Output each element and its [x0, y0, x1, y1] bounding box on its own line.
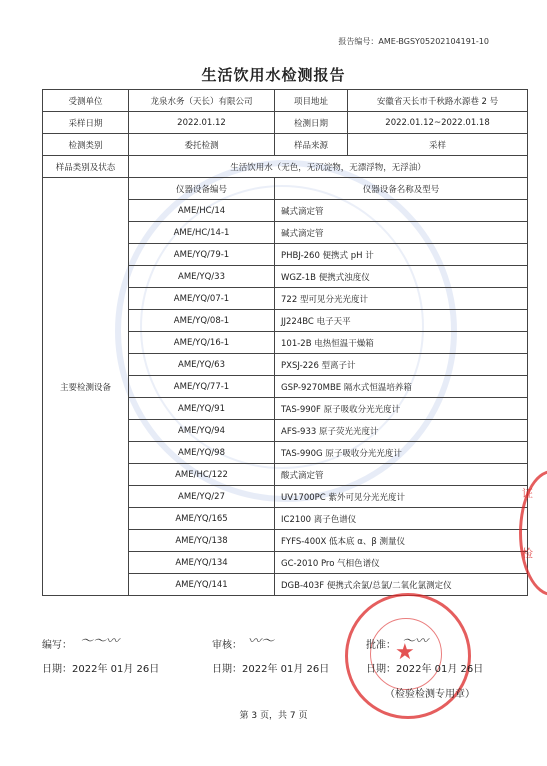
equipment-name: UV1700PC 紫外可见分光光度计 — [275, 486, 528, 508]
sample-date-label: 采样日期 — [43, 112, 129, 134]
equipment-id: AME/YQ/07-1 — [129, 288, 275, 310]
equipment-name: 101-2B 电热恒温干燥箱 — [275, 332, 528, 354]
equipment-name: GSP-9270MBE 隔水式恒温培养箱 — [275, 376, 528, 398]
sample-label: 样品类别及状态 — [43, 156, 129, 178]
equipment-name: DGB-403F 便携式余氯/总氯/二氧化氯测定仪 — [275, 574, 528, 596]
equipment-id: AME/YQ/98 — [129, 442, 275, 464]
seal-star-icon: ★ — [395, 640, 415, 665]
equipment-id: AME/YQ/63 — [129, 354, 275, 376]
edge-stamp-glyph: 证 — [522, 487, 533, 500]
equipment-id: AME/YQ/08-1 — [129, 310, 275, 332]
equipment-id: AME/YQ/165 — [129, 508, 275, 530]
equipment-id: AME/YQ/16-1 — [129, 332, 275, 354]
approve-date: 日期：2022年 01月 26日 — [366, 664, 484, 675]
equipment-id: AME/HC/14 — [129, 200, 275, 222]
source-value: 采样 — [348, 134, 528, 156]
equipment-section-label: 主要检测设备 — [43, 178, 129, 596]
equipment-name: 碱式滴定管 — [275, 200, 528, 222]
sample-value: 生活饮用水（无色，无沉淀物，无漂浮物，无浮油） — [129, 156, 528, 178]
equipment-id: AME/YQ/138 — [129, 530, 275, 552]
equipment-name: PHBJ-260 便携式 pH 计 — [275, 244, 528, 266]
review-label: 审核： — [212, 640, 242, 651]
table-row — [43, 90, 528, 112]
equipment-id: AME/YQ/33 — [129, 266, 275, 288]
sample-date-value: 2022.01.12 — [129, 112, 275, 134]
equipment-id: AME/YQ/134 — [129, 552, 275, 574]
equipment-id: AME/HC/122 — [129, 464, 275, 486]
review-date: 日期：2022年 01月 26日 — [212, 664, 330, 675]
equipment-id-header: 仪器设备编号 — [129, 178, 275, 200]
equipment-name: IC2100 离子色谱仪 — [275, 508, 528, 530]
table-row — [43, 112, 528, 134]
equipment-id: AME/YQ/77-1 — [129, 376, 275, 398]
page-title: 生活饮用水检测报告 — [201, 66, 346, 84]
equipment-name: AFS-933 原子荧光光度计 — [275, 420, 528, 442]
equipment-name: GC-2010 Pro 气相色谱仪 — [275, 552, 528, 574]
equipment-id: AME/HC/14-1 — [129, 222, 275, 244]
report-table — [42, 89, 528, 596]
client-value: 龙泉水务（天长）有限公司 — [129, 90, 275, 112]
equipment-name: JJ224BC 电子天平 — [275, 310, 528, 332]
address-value: 安徽省天长市千秋路水源巷 2 号 — [348, 90, 528, 112]
test-date-label: 检测日期 — [275, 112, 348, 134]
equipment-name: PXSJ-226 型离子计 — [275, 354, 528, 376]
seal-caption: （检验检测专用章） — [385, 689, 475, 700]
equipment-header-row — [43, 178, 528, 200]
equipment-name: 722 型可见分光光度计 — [275, 288, 528, 310]
table-row — [43, 156, 528, 178]
client-label: 受测单位 — [43, 90, 129, 112]
edge-stamp-glyph: 检 — [522, 547, 533, 560]
approve-label: 批准： — [366, 640, 396, 651]
address-label: 项目地址 — [275, 90, 348, 112]
report-number: 报告编号：AME-BGSY05202104191-10 — [338, 37, 489, 46]
prepare-signature: 〜〜〰 — [80, 634, 120, 649]
equipment-id: AME/YQ/94 — [129, 420, 275, 442]
equipment-id: AME/YQ/79-1 — [129, 244, 275, 266]
equipment-id: AME/YQ/141 — [129, 574, 275, 596]
type-value: 委托检测 — [129, 134, 275, 156]
source-label: 样品来源 — [275, 134, 348, 156]
review-signature: 〰〜 — [248, 634, 275, 649]
prepare-date: 日期：2022年 01月 26日 — [42, 664, 160, 675]
page-number: 第 3 页，共 7 页 — [239, 711, 308, 721]
equipment-name: FYFS-400X 低本底 α、β 测量仪 — [275, 530, 528, 552]
type-label: 检测类别 — [43, 134, 129, 156]
equipment-name: TAS-990F 原子吸收分光光度计 — [275, 398, 528, 420]
equipment-name: WGZ-1B 便携式浊度仪 — [275, 266, 528, 288]
approve-signature: 〜〰 — [402, 634, 429, 649]
equipment-name-header: 仪器设备名称及型号 — [275, 178, 528, 200]
equipment-name: 碱式滴定管 — [275, 222, 528, 244]
table-row — [43, 134, 528, 156]
equipment-name: TAS-990G 原子吸收分光光度计 — [275, 442, 528, 464]
equipment-id: AME/YQ/91 — [129, 398, 275, 420]
equipment-name: 酸式滴定管 — [275, 464, 528, 486]
test-date-value: 2022.01.12~2022.01.18 — [348, 112, 528, 134]
equipment-id: AME/YQ/27 — [129, 486, 275, 508]
prepare-label: 编写： — [42, 640, 72, 651]
